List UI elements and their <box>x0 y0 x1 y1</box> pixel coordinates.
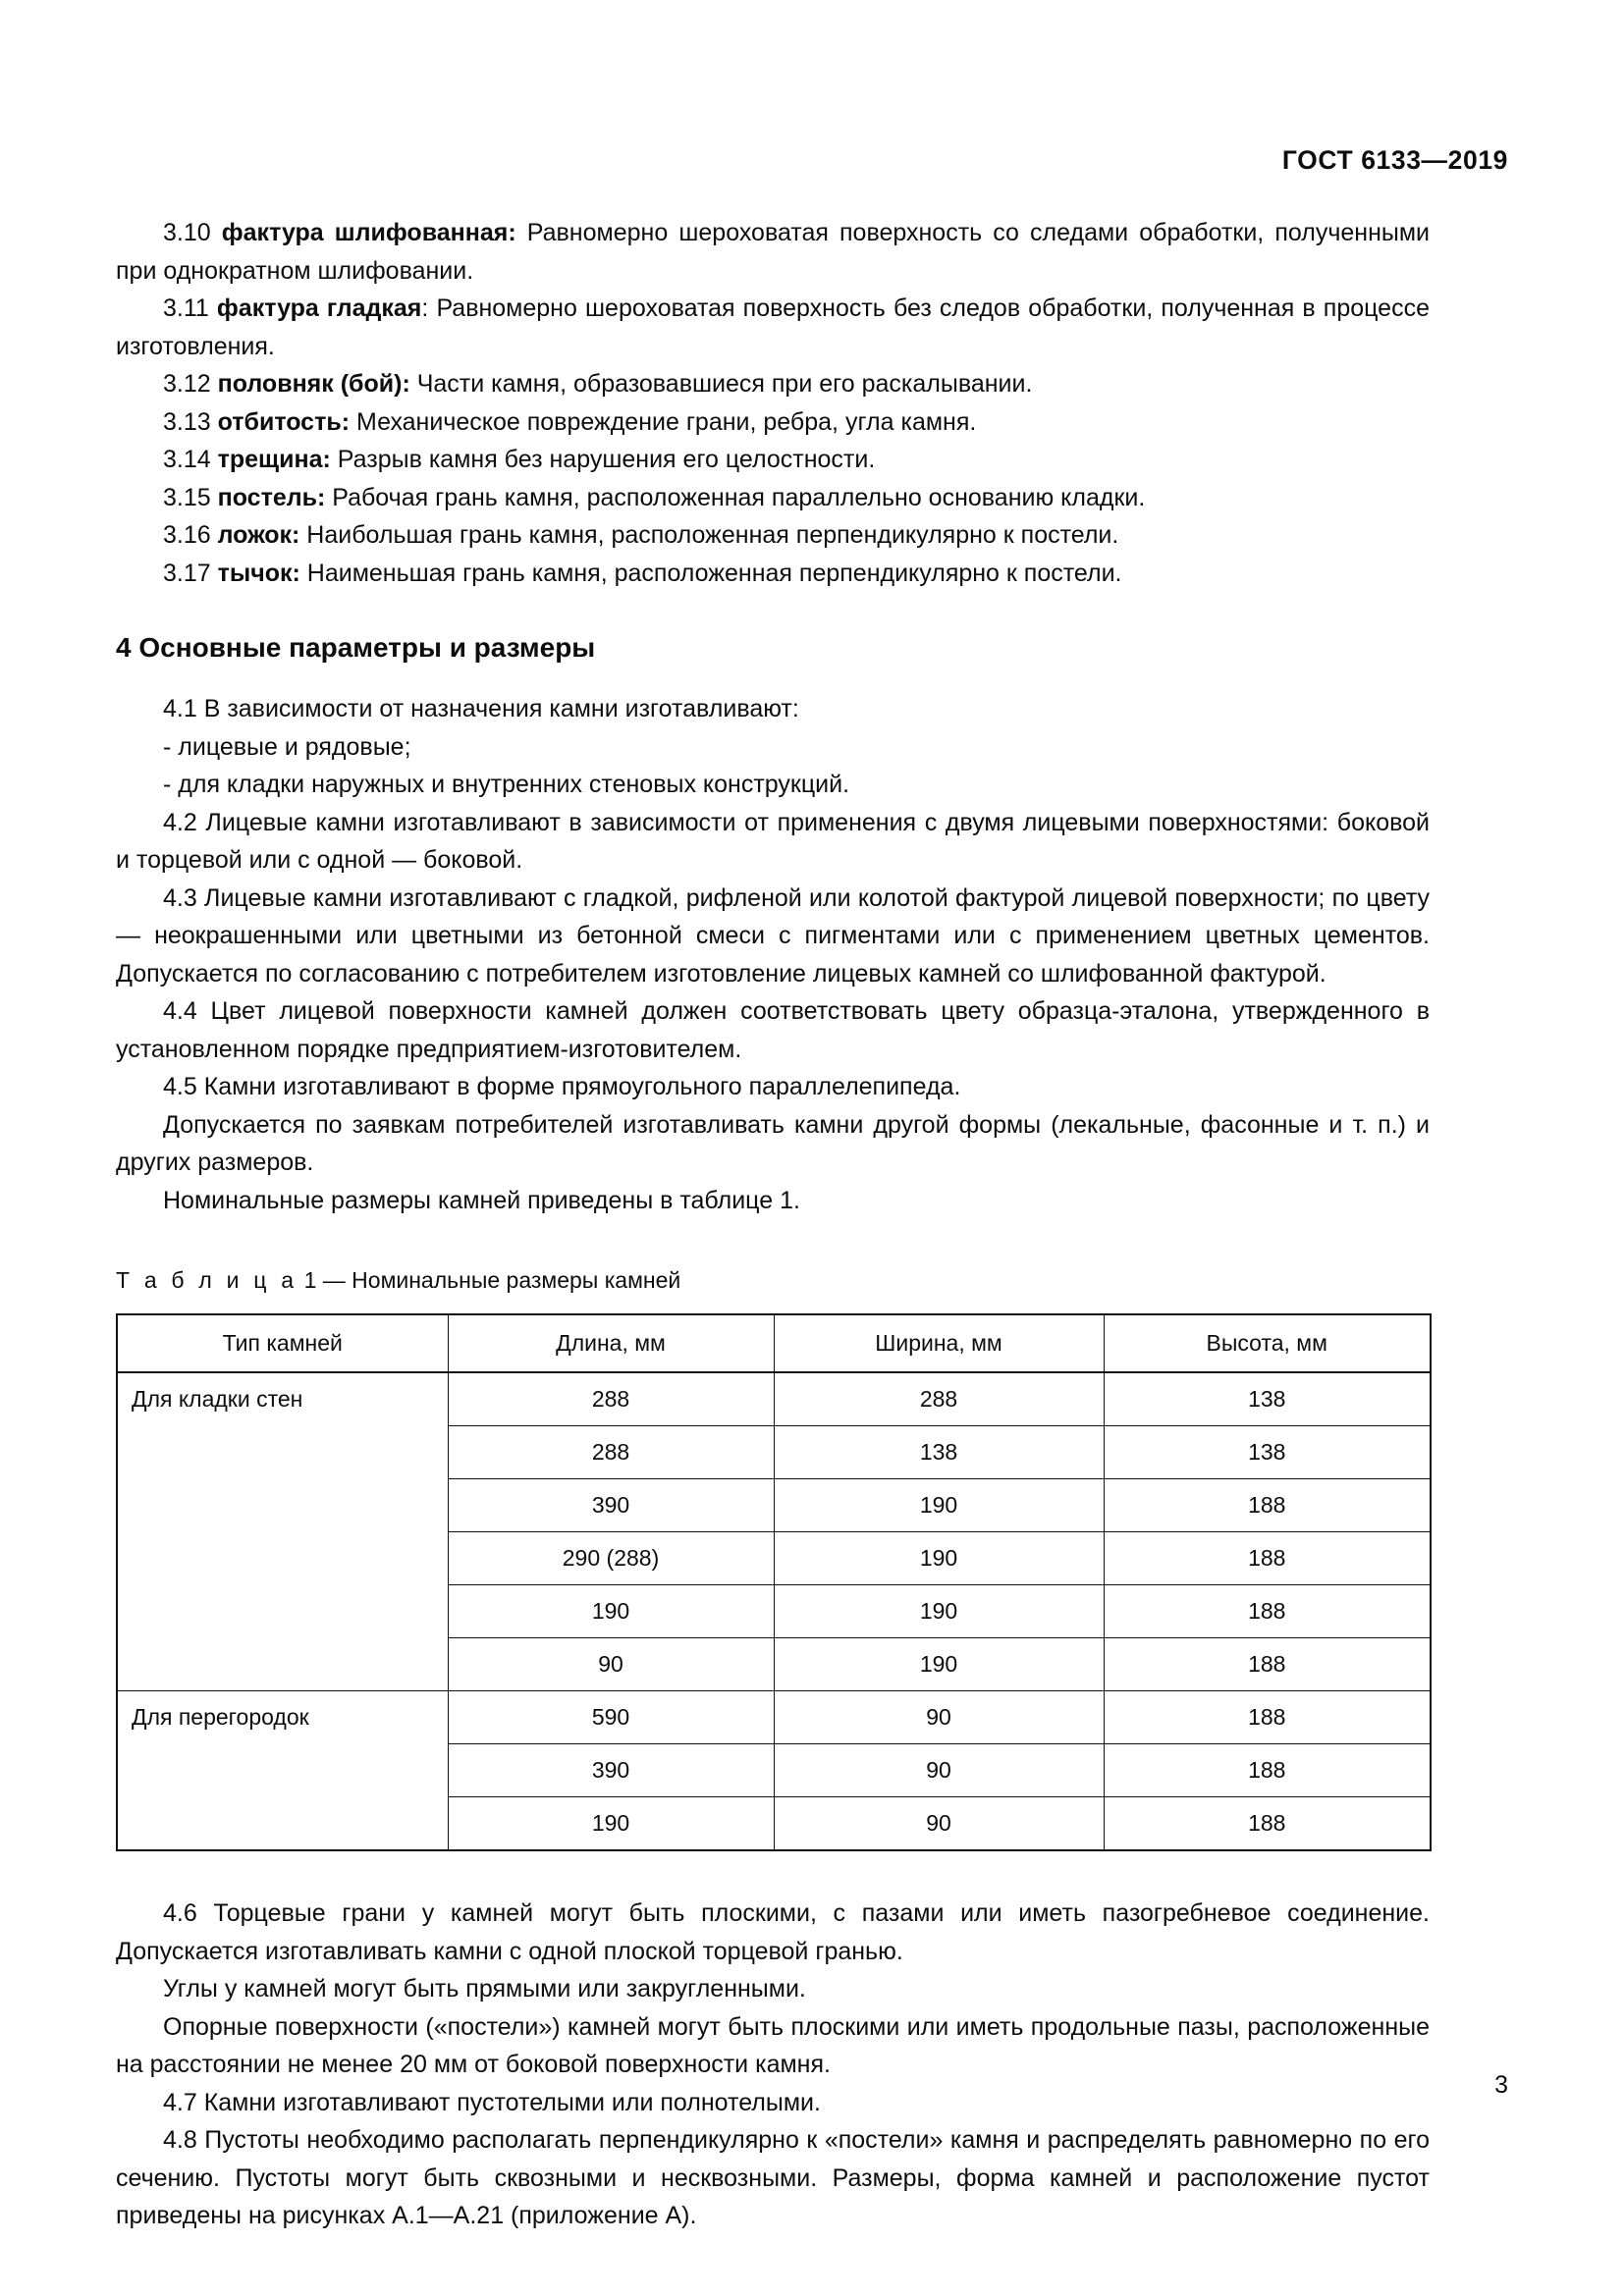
row-group-label-walls: Для кладки стен <box>117 1372 448 1691</box>
definition-number: 3.14 <box>163 446 211 473</box>
cell-length: 290 (288) <box>448 1532 774 1585</box>
nominal-dimensions-table <box>116 1313 1432 1851</box>
definition-text: Равномерно шероховатая поверхность со следами обработки, полученными при однократном шлифовании. <box>116 219 1430 285</box>
cell-length: 288 <box>448 1426 774 1479</box>
paragraph-4-5-table-reference: Номинальные размеры камней приведены в таблице 1. <box>163 1186 800 1214</box>
spacer <box>116 592 1430 629</box>
table-row <box>117 1691 1431 1744</box>
definition-term: половняк (бой): <box>217 370 410 398</box>
definition-number: 3.16 <box>163 521 211 549</box>
definition-number: 3.15 <box>163 483 211 511</box>
cell-length: 288 <box>448 1372 774 1426</box>
cell-height: 138 <box>1104 1372 1431 1426</box>
cell-height: 188 <box>1104 1532 1431 1585</box>
spacer <box>116 1851 1430 1895</box>
paragraph-4-5-custom-shapes: Допускается по заявкам потребителей изготавливать камни другой формы (лекальные, фасонные и т. п.) и других размеров. <box>116 1110 1430 1176</box>
definition-term: фактура шлифованная: <box>221 219 516 246</box>
column-header-stone-type: Тип камней <box>117 1314 448 1372</box>
definition-3-15 <box>116 479 1430 517</box>
cell-width: 190 <box>774 1638 1104 1691</box>
definition-3-11 <box>116 290 1430 365</box>
cell-length: 190 <box>448 1585 774 1638</box>
definition-term: трещина: <box>217 446 331 473</box>
definition-text: Наименьшая грань камня, расположенная перпендикулярно к постели. <box>299 559 1122 587</box>
definition-text: Части камня, образовавшиеся при его раскалывании. <box>409 370 1033 398</box>
column-header-height: Высота, мм <box>1104 1314 1431 1372</box>
cell-width: 90 <box>774 1691 1104 1744</box>
table-1-caption <box>116 1264 1430 1296</box>
list-item-facing-and-ordinary: - лицевые и рядовые; <box>163 732 411 761</box>
cell-height: 188 <box>1104 1585 1431 1638</box>
cell-length: 90 <box>448 1638 774 1691</box>
definition-text: Механическое повреждение грани, ребра, угла камня. <box>350 407 977 436</box>
definition-text: : Равномерно шероховатая поверхность без следов обработки, полученная в процессе изготовления. <box>116 294 1430 360</box>
spacer <box>116 1296 1430 1313</box>
paragraph-4-6-corners: Углы у камней могут быть прямыми или закругленными. <box>163 1975 806 2002</box>
paragraph-4-8: 4.8 Пустоты необходимо располагать перпендикулярно к «постели» камня и распределять равномерно по его сечению. Пустоты могут быть сквозными и несквозными. Размеры, форма камней и расположение пустот приведены на рисунках А.1—А.21 (приложение А). <box>116 2126 1430 2229</box>
definition-text: Наибольшая грань камня, расположенная перпендикулярно к постели. <box>299 521 1119 549</box>
spacer <box>116 1219 1430 1264</box>
paragraph-4-6: 4.6 Торцевые грани у камней могут быть плоскими, с пазами или иметь пазогребневое соединение. Допускается изготавливать камни с одной плоской торцевой гранью. <box>116 1899 1430 1965</box>
definition-term: фактура гладкая <box>216 294 422 322</box>
list-item-wall-constructions: - для кладки наружных и внутренних стеновых конструкций. <box>163 771 850 798</box>
cell-length: 390 <box>448 1744 774 1797</box>
table-caption-title: 1 — Номинальные размеры камней <box>298 1267 681 1293</box>
cell-width: 190 <box>774 1532 1104 1585</box>
definition-term: ложок: <box>217 521 300 549</box>
paragraph-4-2: 4.2 Лицевые камни изготавливают в зависимости от применения с двумя лицевыми поверхностями: боковой и торцевой или с одной — боковой. <box>116 808 1430 874</box>
cell-height: 188 <box>1104 1479 1431 1532</box>
paragraph-4-4: 4.4 Цвет лицевой поверхности камней должен соответствовать цвету образца-эталона, утвержденного в установленном порядке предприятием-изготовителем. <box>116 997 1430 1063</box>
definition-3-13 <box>116 403 1430 442</box>
definition-text: Разрыв камня без нарушения его целостности. <box>330 446 876 473</box>
definition-3-10 <box>116 214 1430 290</box>
page-number: 3 <box>1494 2071 1508 2099</box>
paragraph-4-6-bearing-surfaces: Опорные поверхности («постели») камней могут быть плоскими или иметь продольные пазы, расположенные на расстоянии не менее 20 мм от боковой поверхности камня. <box>116 2012 1430 2078</box>
table-row <box>117 1372 1431 1426</box>
cell-width: 138 <box>774 1426 1104 1479</box>
definition-number: 3.10 <box>163 219 211 246</box>
cell-height: 188 <box>1104 1744 1431 1797</box>
definition-3-17 <box>116 555 1430 593</box>
definition-number: 3.11 <box>163 294 209 322</box>
cell-width: 90 <box>774 1744 1104 1797</box>
column-header-width: Ширина, мм <box>774 1314 1104 1372</box>
paragraph-4-1: 4.1 В зависимости от назначения камни изготавливают: <box>163 695 799 722</box>
cell-width: 90 <box>774 1797 1104 1851</box>
cell-length: 390 <box>448 1479 774 1532</box>
definition-3-16 <box>116 516 1430 555</box>
column-header-length: Длина, мм <box>448 1314 774 1372</box>
cell-width: 288 <box>774 1372 1104 1426</box>
table-header-row <box>117 1314 1431 1372</box>
definition-term: отбитость: <box>217 407 351 436</box>
paragraph-4-3: 4.3 Лицевые камни изготавливают с гладкой, рифленой или колотой фактурой лицевой поверхности; по цвету — неокрашенными или цветными из бетонной смеси с пигментами или с применением цветных цементов. Допускается по согласованию с потребителем изготовление лицевых камней со шлифованной фактурой. <box>116 883 1430 988</box>
page-content <box>116 214 1430 2235</box>
cell-height: 138 <box>1104 1426 1431 1479</box>
paragraph-4-5: 4.5 Камни изготавливают в форме прямоугольного параллелепипеда. <box>163 1073 961 1100</box>
table-1-block <box>116 1313 1430 1851</box>
definition-number: 3.13 <box>163 407 211 436</box>
cell-height: 188 <box>1104 1691 1431 1744</box>
definition-text: Рабочая грань камня, расположенная параллельно основанию кладки. <box>325 483 1146 511</box>
definition-term: тычок: <box>217 559 300 587</box>
row-group-label-partitions: Для перегородок <box>117 1691 448 1851</box>
cell-width: 190 <box>774 1585 1104 1638</box>
definition-number: 3.12 <box>163 370 211 398</box>
running-header-standard-number: ГОСТ 6133—2019 <box>1281 145 1508 175</box>
cell-height: 188 <box>1104 1638 1431 1691</box>
cell-width: 190 <box>774 1479 1104 1532</box>
definition-number: 3.17 <box>163 559 211 587</box>
definition-3-12 <box>116 365 1430 403</box>
cell-length: 190 <box>448 1797 774 1851</box>
spacer <box>116 667 1430 690</box>
definition-term: постель: <box>217 483 326 511</box>
cell-length: 590 <box>448 1691 774 1744</box>
cell-height: 188 <box>1104 1797 1431 1851</box>
paragraph-4-7: 4.7 Камни изготавливают пустотелыми или полнотелыми. <box>163 2088 821 2116</box>
definition-3-14 <box>116 441 1430 479</box>
table-caption-label: Т а б л и ц а <box>116 1267 298 1293</box>
section-heading-4: 4 Основные параметры и размеры <box>116 632 596 663</box>
